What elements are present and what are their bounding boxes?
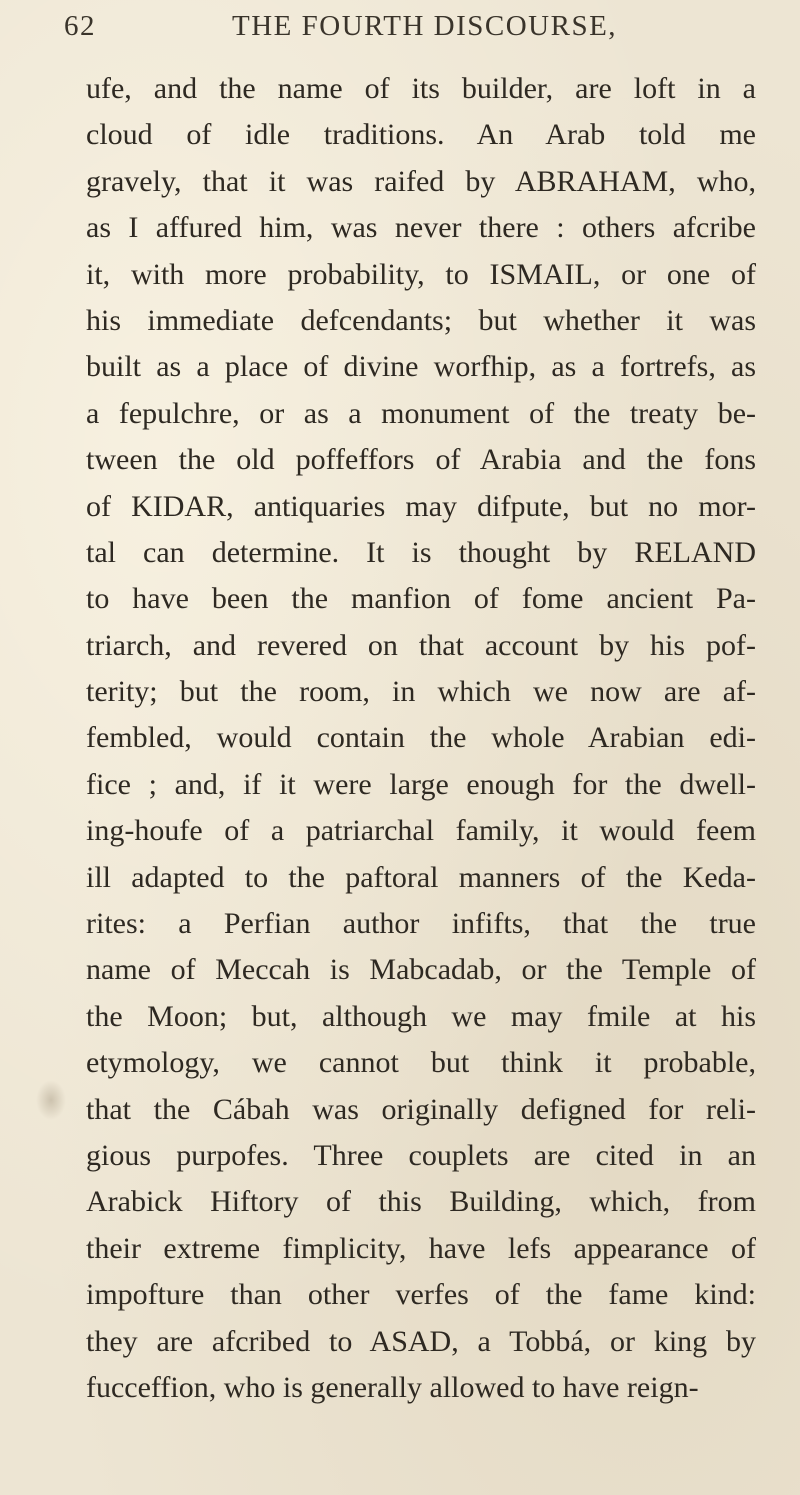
paper-smudge xyxy=(36,1080,66,1120)
text-line: gious purpofes. Three couplets are cited in an xyxy=(86,1138,756,1172)
text-line: they are afcribed to ASAD, a Tobbá, or king by xyxy=(86,1324,756,1358)
text-line: rites: a Perfian author infifts, that the true xyxy=(86,907,756,941)
text-line: to have been the manfion of fome ancient Pa- xyxy=(86,582,756,616)
text-line: as I affured him, was never there : others afcribe xyxy=(86,211,756,245)
text-line: cloud of idle traditions. An Arab told me xyxy=(86,118,756,152)
running-head xyxy=(64,10,754,50)
page-number: 62 xyxy=(64,10,96,42)
text-line: a fepulchre, or as a monument of the treaty be- xyxy=(86,396,756,430)
text-line: name of Meccah is Mabcadab, or the Temple of xyxy=(86,953,756,987)
text-line: of KIDAR, antiquaries may difpute, but no mor- xyxy=(86,489,756,523)
text-line: terity; but the room, in which we now are af- xyxy=(86,675,756,709)
text-line: their extreme fimplicity, have lefs appearance of xyxy=(86,1231,756,1265)
text-line: ing-houfe of a patriarchal family, it would feem xyxy=(86,814,756,848)
text-line: fembled, would contain the whole Arabian edi- xyxy=(86,721,756,755)
text-line: Arabick Hiftory of this Building, which, from xyxy=(86,1185,756,1219)
running-title: THE FOURTH DISCOURSE, xyxy=(232,10,618,42)
text-line: etymology, we cannot but think it probable, xyxy=(86,1046,756,1080)
text-line: it, with more probability, to ISMAIL, or one of xyxy=(86,257,756,291)
text-line: tween the old poffeffors of Arabia and the fons xyxy=(86,443,756,477)
text-line: tal can determine. It is thought by RELAND xyxy=(86,535,756,569)
text-line: built as a place of divine worfhip, as a fortrefs, as xyxy=(86,350,756,384)
text-line: ill adapted to the paftoral manners of the Keda- xyxy=(86,860,756,894)
text-line: his immediate defcendants; but whether it was xyxy=(86,303,756,337)
text-line: ufe, and the name of its builder, are loft in a xyxy=(86,72,756,105)
text-line: triarch, and revered on that account by his pof- xyxy=(86,628,756,662)
text-line: the Moon; but, although we may fmile at his xyxy=(86,999,756,1033)
body-text xyxy=(86,66,756,1411)
text-line: fice ; and, if it were large enough for the dwell- xyxy=(86,767,756,801)
text-line: fucceffion, who is generally allowed to have reign- xyxy=(86,1370,699,1404)
text-line: gravely, that it was raifed by ABRAHAM, who, xyxy=(86,164,756,198)
text-line: that the Cábah was originally defigned for reli- xyxy=(86,1092,756,1126)
text-line: impofture than other verfes of the fame kind: xyxy=(86,1278,756,1312)
